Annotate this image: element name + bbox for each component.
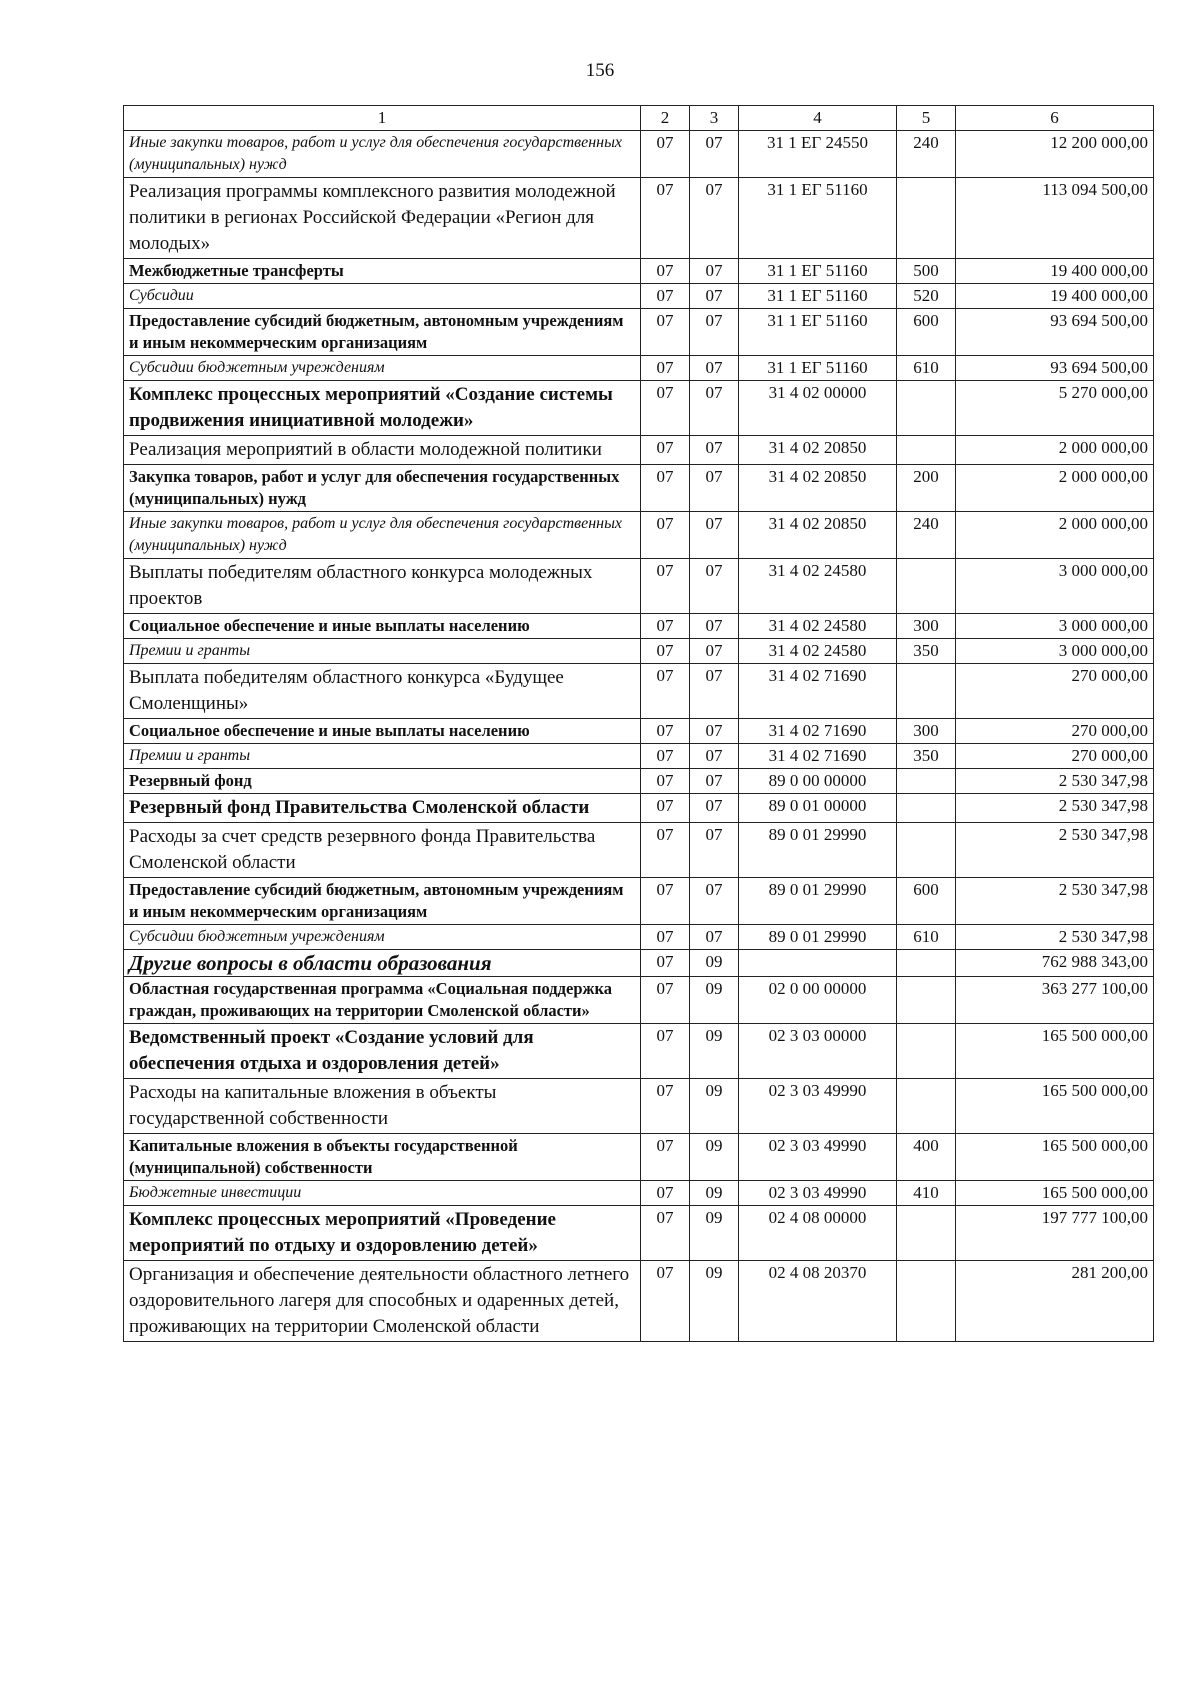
table-row <box>124 559 1154 614</box>
row-expense-type <box>897 1079 956 1134</box>
row-target-article: 31 4 02 24580 <box>739 559 897 614</box>
row-expense-type <box>897 769 956 794</box>
row-expense-type <box>897 559 956 614</box>
row-target-article: 89 0 00 00000 <box>739 769 897 794</box>
row-name: Иные закупки товаров, работ и услуг для обеспечения государственных (муниципальных) нужд <box>124 512 641 559</box>
row-amount: 12 200 000,00 <box>956 131 1154 178</box>
table-row <box>124 639 1154 664</box>
row-section: 07 <box>641 559 690 614</box>
row-expense-type: 400 <box>897 1134 956 1181</box>
row-subsection: 07 <box>690 639 739 664</box>
row-expense-type: 300 <box>897 719 956 744</box>
table-header <box>124 106 1154 131</box>
row-name: Реализация программы комплексного развития молодежной политики в регионах Российской Федерации «Регион для молодых» <box>124 178 641 259</box>
row-subsection: 07 <box>690 284 739 309</box>
row-amount: 93 694 500,00 <box>956 309 1154 356</box>
table-row <box>124 977 1154 1024</box>
row-target-article: 89 0 01 00000 <box>739 794 897 823</box>
row-section: 07 <box>641 1024 690 1079</box>
table-row <box>124 664 1154 719</box>
row-subsection: 09 <box>690 1261 739 1342</box>
row-target-article: 31 4 02 20850 <box>739 436 897 465</box>
row-name: Ведомственный проект «Создание условий для обеспечения отдыха и оздоровления детей» <box>124 1024 641 1079</box>
row-name: Премии и гранты <box>124 639 641 664</box>
table-row <box>124 131 1154 178</box>
row-amount: 281 200,00 <box>956 1261 1154 1342</box>
row-target-article: 31 4 02 20850 <box>739 465 897 512</box>
row-expense-type <box>897 823 956 878</box>
table-row <box>124 259 1154 284</box>
row-expense-type: 600 <box>897 878 956 925</box>
row-name: Комплекс процессных мероприятий «Проведение мероприятий по отдыху и оздоровлению детей» <box>124 1206 641 1261</box>
row-name: Областная государственная программа «Социальная поддержка граждан, проживающих на территории Смоленской области» <box>124 977 641 1024</box>
row-target-article: 31 1 ЕГ 51160 <box>739 284 897 309</box>
row-section: 07 <box>641 719 690 744</box>
row-name: Расходы за счет средств резервного фонда Правительства Смоленской области <box>124 823 641 878</box>
row-expense-type <box>897 950 956 977</box>
row-section: 07 <box>641 769 690 794</box>
row-name: Капитальные вложения в объекты государственной (муниципальной) собственности <box>124 1134 641 1181</box>
table-row <box>124 1181 1154 1206</box>
table-row <box>124 950 1154 977</box>
row-subsection: 07 <box>690 614 739 639</box>
row-target-article: 31 1 ЕГ 51160 <box>739 309 897 356</box>
row-section: 07 <box>641 664 690 719</box>
row-name: Организация и обеспечение деятельности областного летнего оздоровительного лагеря для способных и одаренных детей, проживающих на территории Смоленской области <box>124 1261 641 1342</box>
row-name: Другие вопросы в области образования <box>124 950 641 977</box>
row-section: 07 <box>641 744 690 769</box>
row-amount: 5 270 000,00 <box>956 381 1154 436</box>
row-name: Социальное обеспечение и иные выплаты населению <box>124 614 641 639</box>
row-name: Премии и гранты <box>124 744 641 769</box>
row-amount: 165 500 000,00 <box>956 1024 1154 1079</box>
row-subsection: 09 <box>690 1024 739 1079</box>
row-section: 07 <box>641 259 690 284</box>
row-section: 07 <box>641 381 690 436</box>
row-expense-type: 610 <box>897 356 956 381</box>
row-expense-type: 240 <box>897 512 956 559</box>
row-expense-type: 240 <box>897 131 956 178</box>
table-row <box>124 1024 1154 1079</box>
row-amount: 3 000 000,00 <box>956 639 1154 664</box>
row-name: Предоставление субсидий бюджетным, автономным учреждениям и иным некоммерческим организациям <box>124 878 641 925</box>
row-amount: 165 500 000,00 <box>956 1181 1154 1206</box>
row-amount: 2 530 347,98 <box>956 925 1154 950</box>
row-section: 07 <box>641 639 690 664</box>
row-name: Выплаты победителям областного конкурса молодежных проектов <box>124 559 641 614</box>
row-amount: 3 000 000,00 <box>956 614 1154 639</box>
header-col-4: 4 <box>739 106 897 131</box>
row-expense-type: 200 <box>897 465 956 512</box>
row-subsection: 07 <box>690 436 739 465</box>
row-subsection: 09 <box>690 950 739 977</box>
table-row <box>124 1134 1154 1181</box>
row-amount: 2 530 347,98 <box>956 769 1154 794</box>
row-amount: 2 000 000,00 <box>956 465 1154 512</box>
row-section: 07 <box>641 614 690 639</box>
table-row <box>124 1079 1154 1134</box>
table-row <box>124 794 1154 823</box>
row-target-article: 02 3 03 49990 <box>739 1181 897 1206</box>
row-subsection: 07 <box>690 719 739 744</box>
row-name: Социальное обеспечение и иные выплаты населению <box>124 719 641 744</box>
row-target-article: 31 4 02 24580 <box>739 639 897 664</box>
row-target-article: 31 4 02 71690 <box>739 664 897 719</box>
row-expense-type <box>897 178 956 259</box>
row-amount: 3 000 000,00 <box>956 559 1154 614</box>
row-amount: 2 000 000,00 <box>956 436 1154 465</box>
header-col-5: 5 <box>897 106 956 131</box>
table-row <box>124 925 1154 950</box>
header-col-3: 3 <box>690 106 739 131</box>
row-subsection: 07 <box>690 664 739 719</box>
row-expense-type <box>897 1206 956 1261</box>
table-row <box>124 744 1154 769</box>
row-target-article: 31 1 ЕГ 51160 <box>739 178 897 259</box>
table-row <box>124 356 1154 381</box>
row-expense-type: 600 <box>897 309 956 356</box>
row-expense-type <box>897 664 956 719</box>
table-row <box>124 1206 1154 1261</box>
row-target-article <box>739 950 897 977</box>
row-target-article: 02 3 03 49990 <box>739 1134 897 1181</box>
row-target-article: 02 3 03 49990 <box>739 1079 897 1134</box>
row-name: Межбюджетные трансферты <box>124 259 641 284</box>
row-expense-type: 610 <box>897 925 956 950</box>
table-row <box>124 769 1154 794</box>
row-amount: 93 694 500,00 <box>956 356 1154 381</box>
row-section: 07 <box>641 436 690 465</box>
row-section: 07 <box>641 1134 690 1181</box>
header-row <box>124 106 1154 131</box>
row-amount: 270 000,00 <box>956 719 1154 744</box>
row-section: 07 <box>641 1206 690 1261</box>
row-subsection: 07 <box>690 381 739 436</box>
row-section: 07 <box>641 131 690 178</box>
row-section: 07 <box>641 878 690 925</box>
row-section: 07 <box>641 465 690 512</box>
row-target-article: 31 1 ЕГ 51160 <box>739 259 897 284</box>
row-amount: 113 094 500,00 <box>956 178 1154 259</box>
row-name: Субсидии бюджетным учреждениям <box>124 356 641 381</box>
row-section: 07 <box>641 309 690 356</box>
row-amount: 2 530 347,98 <box>956 823 1154 878</box>
table-row <box>124 1261 1154 1342</box>
row-expense-type <box>897 381 956 436</box>
table-row <box>124 614 1154 639</box>
table-row <box>124 436 1154 465</box>
row-subsection: 07 <box>690 769 739 794</box>
row-subsection: 07 <box>690 925 739 950</box>
row-expense-type: 300 <box>897 614 956 639</box>
row-target-article: 31 4 02 71690 <box>739 744 897 769</box>
row-subsection: 07 <box>690 309 739 356</box>
row-target-article: 02 4 08 00000 <box>739 1206 897 1261</box>
row-expense-type: 520 <box>897 284 956 309</box>
row-amount: 197 777 100,00 <box>956 1206 1154 1261</box>
row-amount: 2 530 347,98 <box>956 878 1154 925</box>
row-name: Реализация мероприятий в области молодежной политики <box>124 436 641 465</box>
table-row <box>124 465 1154 512</box>
row-section: 07 <box>641 284 690 309</box>
row-section: 07 <box>641 925 690 950</box>
table-row <box>124 512 1154 559</box>
row-section: 07 <box>641 977 690 1024</box>
row-name: Резервный фонд <box>124 769 641 794</box>
page-number: 156 <box>585 60 615 81</box>
row-subsection: 07 <box>690 823 739 878</box>
row-amount: 363 277 100,00 <box>956 977 1154 1024</box>
row-name: Субсидии бюджетным учреждениям <box>124 925 641 950</box>
row-expense-type: 350 <box>897 744 956 769</box>
row-section: 07 <box>641 1181 690 1206</box>
row-expense-type: 410 <box>897 1181 956 1206</box>
row-subsection: 07 <box>690 131 739 178</box>
row-subsection: 07 <box>690 465 739 512</box>
row-name: Выплата победителям областного конкурса «Будущее Смоленщины» <box>124 664 641 719</box>
row-section: 07 <box>641 1261 690 1342</box>
table-row <box>124 284 1154 309</box>
row-expense-type <box>897 1024 956 1079</box>
row-subsection: 07 <box>690 794 739 823</box>
row-expense-type <box>897 977 956 1024</box>
row-target-article: 31 4 02 71690 <box>739 719 897 744</box>
header-col-2: 2 <box>641 106 690 131</box>
row-section: 07 <box>641 356 690 381</box>
row-expense-type <box>897 436 956 465</box>
row-section: 07 <box>641 1079 690 1134</box>
row-section: 07 <box>641 178 690 259</box>
row-amount: 270 000,00 <box>956 664 1154 719</box>
row-amount: 270 000,00 <box>956 744 1154 769</box>
row-target-article: 31 1 ЕГ 51160 <box>739 356 897 381</box>
row-subsection: 07 <box>690 512 739 559</box>
row-expense-type <box>897 794 956 823</box>
row-target-article: 31 4 02 00000 <box>739 381 897 436</box>
row-subsection: 09 <box>690 1181 739 1206</box>
row-target-article: 89 0 01 29990 <box>739 878 897 925</box>
row-subsection: 07 <box>690 878 739 925</box>
row-amount: 2 530 347,98 <box>956 794 1154 823</box>
table-row <box>124 878 1154 925</box>
row-name: Субсидии <box>124 284 641 309</box>
row-target-article: 89 0 01 29990 <box>739 925 897 950</box>
row-subsection: 09 <box>690 1134 739 1181</box>
budget-table <box>123 105 1154 1342</box>
row-subsection: 07 <box>690 744 739 769</box>
table-row <box>124 381 1154 436</box>
row-subsection: 09 <box>690 977 739 1024</box>
row-name: Расходы на капитальные вложения в объекты государственной собственности <box>124 1079 641 1134</box>
row-target-article: 31 1 ЕГ 24550 <box>739 131 897 178</box>
row-target-article: 02 0 00 00000 <box>739 977 897 1024</box>
table-row <box>124 719 1154 744</box>
row-name: Резервный фонд Правительства Смоленской области <box>124 794 641 823</box>
row-section: 07 <box>641 512 690 559</box>
row-amount: 165 500 000,00 <box>956 1134 1154 1181</box>
row-amount: 19 400 000,00 <box>956 259 1154 284</box>
row-amount: 165 500 000,00 <box>956 1079 1154 1134</box>
row-name: Предоставление субсидий бюджетным, автономным учреждениям и иным некоммерческим организациям <box>124 309 641 356</box>
row-name: Иные закупки товаров, работ и услуг для обеспечения государственных (муниципальных) нужд <box>124 131 641 178</box>
row-amount: 2 000 000,00 <box>956 512 1154 559</box>
row-name: Закупка товаров, работ и услуг для обеспечения государственных (муниципальных) нужд <box>124 465 641 512</box>
table-row <box>124 823 1154 878</box>
row-target-article: 02 4 08 20370 <box>739 1261 897 1342</box>
row-amount: 762 988 343,00 <box>956 950 1154 977</box>
table-row <box>124 178 1154 259</box>
table-body <box>124 131 1154 1342</box>
row-target-article: 02 3 03 00000 <box>739 1024 897 1079</box>
row-subsection: 09 <box>690 1079 739 1134</box>
row-subsection: 07 <box>690 559 739 614</box>
row-section: 07 <box>641 794 690 823</box>
row-expense-type <box>897 1261 956 1342</box>
row-subsection: 07 <box>690 178 739 259</box>
row-section: 07 <box>641 823 690 878</box>
row-subsection: 07 <box>690 259 739 284</box>
row-section: 07 <box>641 950 690 977</box>
row-target-article: 89 0 01 29990 <box>739 823 897 878</box>
row-subsection: 07 <box>690 356 739 381</box>
row-name: Комплекс процессных мероприятий «Создание системы продвижения инициативной молодежи» <box>124 381 641 436</box>
row-expense-type: 500 <box>897 259 956 284</box>
header-col-6: 6 <box>956 106 1154 131</box>
row-subsection: 09 <box>690 1206 739 1261</box>
row-expense-type: 350 <box>897 639 956 664</box>
row-amount: 19 400 000,00 <box>956 284 1154 309</box>
row-target-article: 31 4 02 20850 <box>739 512 897 559</box>
table-row <box>124 309 1154 356</box>
row-name: Бюджетные инвестиции <box>124 1181 641 1206</box>
row-target-article: 31 4 02 24580 <box>739 614 897 639</box>
header-col-1: 1 <box>124 106 641 131</box>
